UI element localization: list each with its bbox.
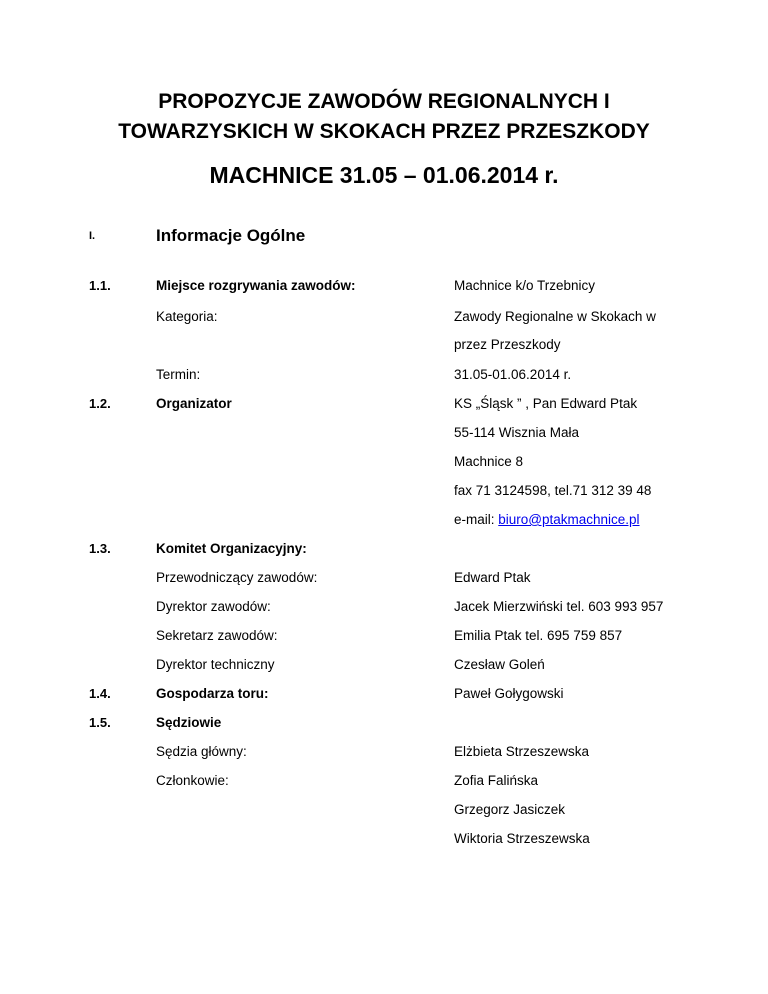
item-label: Członkowie: bbox=[156, 773, 229, 788]
row-1-4 bbox=[0, 686, 768, 712]
item-label: Termin: bbox=[156, 367, 201, 382]
item-number: 1.3. bbox=[89, 541, 111, 556]
item-value: Jacek Mierzwiński tel. 603 993 957 bbox=[454, 599, 664, 614]
item-value: 55-114 Wisznia Mała bbox=[454, 425, 580, 440]
row-organizer-4 bbox=[0, 483, 768, 509]
item-number: 1.5. bbox=[89, 715, 111, 730]
row-organizer-2 bbox=[0, 425, 768, 451]
title-line-2: TOWARZYSKICH W SKOKACH PRZEZ PRZESZKODY bbox=[118, 120, 650, 143]
item-label: Organizator bbox=[156, 396, 232, 411]
item-value: Emilia Ptak tel. 695 759 857 bbox=[454, 628, 623, 643]
email-prefix: e-mail: bbox=[454, 512, 499, 527]
row-committee bbox=[0, 599, 768, 625]
email-link[interactable]: biuro@ptakmachnice.pl bbox=[498, 512, 640, 527]
item-value: KS „Śląsk ” , Pan Edward Ptak bbox=[454, 396, 638, 411]
item-value: Wiktoria Strzeszewska bbox=[454, 831, 590, 846]
item-number: 1.4. bbox=[89, 686, 111, 701]
item-label: Przewodniczący zawodów: bbox=[156, 570, 318, 585]
row-judge-main bbox=[0, 744, 768, 770]
row-kategoria-cont bbox=[0, 337, 768, 363]
row-committee bbox=[0, 570, 768, 596]
title-line-3: MACHNICE 31.05 – 01.06.2014 r. bbox=[209, 162, 559, 188]
email-line bbox=[454, 512, 640, 527]
item-value: fax 71 3124598, tel.71 312 39 48 bbox=[454, 483, 652, 498]
item-label: Sędzia główny: bbox=[156, 744, 247, 759]
row-judge-members bbox=[0, 773, 768, 799]
item-label: Dyrektor techniczny bbox=[156, 657, 275, 672]
row-judge-member bbox=[0, 802, 768, 828]
item-label: Komitet Organizacyjny: bbox=[156, 541, 307, 556]
row-1-3 bbox=[0, 541, 768, 567]
item-value: Edward Ptak bbox=[454, 570, 531, 585]
item-label: Kategoria: bbox=[156, 309, 218, 324]
item-label: Miejsce rozgrywania zawodów: bbox=[156, 278, 356, 293]
section-title: Informacje Ogólne bbox=[156, 226, 306, 245]
row-1-2 bbox=[0, 396, 768, 422]
row-committee bbox=[0, 628, 768, 654]
section-number: I. bbox=[89, 230, 96, 242]
item-number: 1.1. bbox=[89, 278, 111, 293]
item-label: Gospodarza toru: bbox=[156, 686, 269, 701]
row-committee bbox=[0, 657, 768, 683]
row-organizer-3 bbox=[0, 454, 768, 480]
row-termin bbox=[0, 367, 768, 393]
item-value: Grzegorz Jasiczek bbox=[454, 802, 566, 817]
row-1-1 bbox=[0, 278, 768, 304]
item-value: Paweł Gołygowski bbox=[454, 686, 564, 701]
item-label: Dyrektor zawodów: bbox=[156, 599, 271, 614]
row-organizer-email bbox=[0, 512, 768, 538]
item-label: Sędziowie bbox=[156, 715, 222, 730]
item-value: Elżbieta Strzeszewska bbox=[454, 744, 590, 759]
section-heading bbox=[0, 226, 768, 252]
item-value: Machnice 8 bbox=[454, 454, 524, 469]
item-value: przez Przeszkody bbox=[454, 337, 561, 352]
row-1-5 bbox=[0, 715, 768, 741]
title-line-1: PROPOZYCJE ZAWODÓW REGIONALNYCH I bbox=[158, 90, 610, 113]
item-value: Zawody Regionalne w Skokach w bbox=[454, 309, 656, 324]
item-label: Sekretarz zawodów: bbox=[156, 628, 278, 643]
item-value: 31.05-01.06.2014 r. bbox=[454, 367, 572, 382]
item-value: Czesław Goleń bbox=[454, 657, 545, 672]
row-kategoria bbox=[0, 309, 768, 335]
row-judge-member bbox=[0, 831, 768, 857]
item-value: Machnice k/o Trzebnicy bbox=[454, 278, 596, 293]
item-number: 1.2. bbox=[89, 396, 111, 411]
item-value: Zofia Falińska bbox=[454, 773, 539, 788]
